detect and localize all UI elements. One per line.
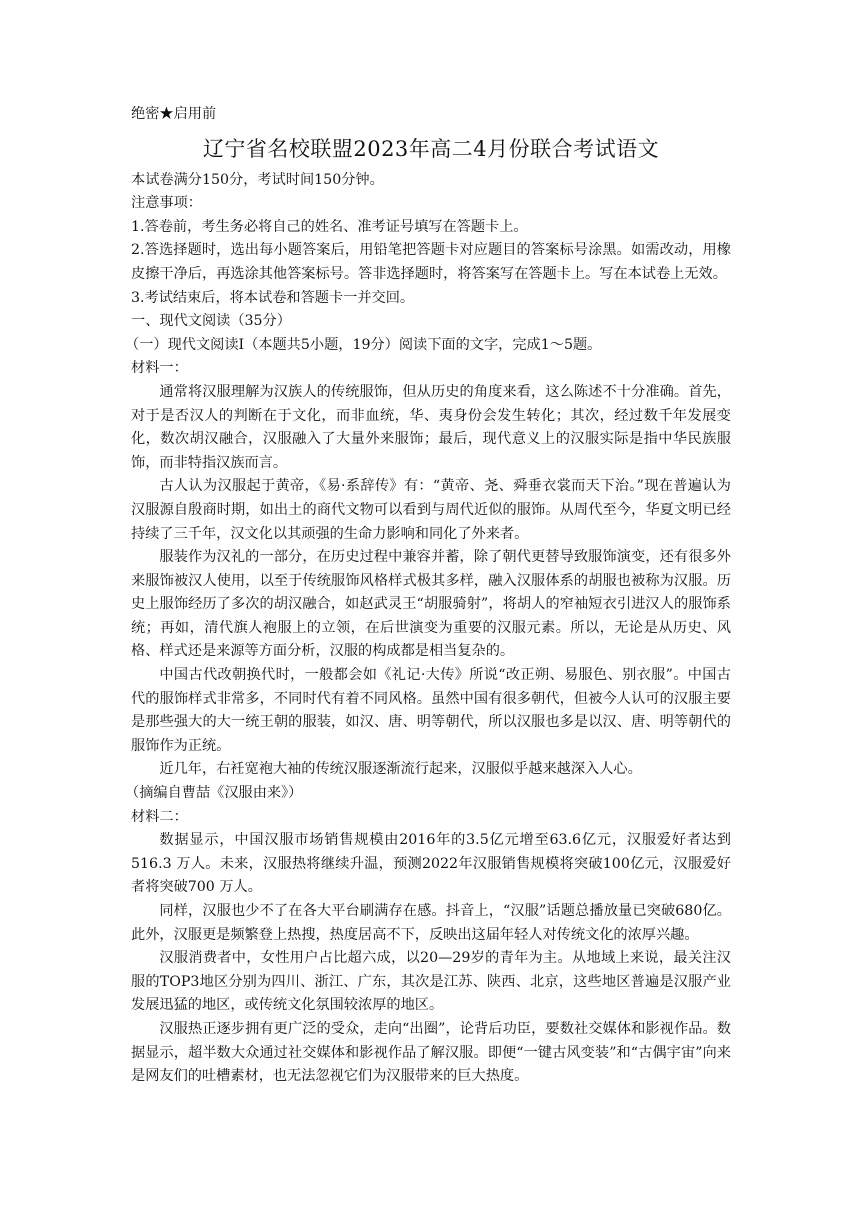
- notice-item: 1.答卷前，考生务必将自己的姓名、准考证号填写在答题卡上。: [131, 218, 528, 235]
- score-time-note: 本试卷满分150分，考试时间150分钟。: [131, 171, 384, 188]
- notice-item: 3.考试结束后，将本试卷和答题卡一并交回。: [131, 289, 415, 306]
- material-two-label: 材料二：: [131, 808, 188, 825]
- material-one-paragraph: 通常将汉服理解为汉族人的传统服饰，但从历史的角度来看，这么陈述不十分准确。首先，对于是否汉人的判断在于文化，而非血统，华、夷身份会发生转化；其次，经过数千年发展变化，数次胡汉融合，汉服融入了大量外来服饰；最后，现代意义上的汉服实际是指中华民族服饰，而非特指汉族而言。: [131, 383, 731, 471]
- page-content: [125, 103, 731, 1089]
- material-one-paragraph: 服装作为汉礼的一部分，在历史过程中兼容并蓄，除了朝代更替导致服饰演变，还有很多外来服饰被汉人使用，以至于传统服饰风格样式极其多样，融入汉服体系的胡服也被称为汉服。历史上服饰经历了多次的胡汉融合，如赵武灵王“胡服骑射”，将胡人的窄袖短衣引进汉人的服饰系统；再如，清代旗人袍服上的立领，在后世演变为重要的汉服元素。所以，无论是从历史、风格、样式还是来源等方面分析，汉服的构成都是相当复杂的。: [131, 549, 731, 660]
- material-one-source: （摘编自曹喆《汉服由来》）: [125, 785, 303, 802]
- material-two-paragraph: 同样，汉服也少不了在各大平台刷满存在感。抖音上，“汉服”话题总播放量已突破680亿。此外，汉服更是频繁登上热搜，热度居高不下，反映出这届年轻人对传统文化的浓厚兴趣。: [131, 903, 731, 943]
- page-title: 辽宁省名校联盟2023年高二4月份联合考试语文: [202, 136, 660, 161]
- material-one-paragraph: 近几年，右衽宽袍大袖的传统汉服逐渐流行起来，汉服似乎越来越深入人心。: [159, 761, 642, 778]
- material-one-label: 材料一：: [131, 360, 188, 377]
- material-two-paragraph: 汉服消费者中，女性用户占比超六成，以20—29岁的青年为主。从地域上来说，最关注汉服的TOP3地区分别为四川、浙江、广东，其次是江苏、陕西、北京，这些地区普遍是汉服产业发展迅猛的地区，或传统文化氛围较浓厚的地区。: [131, 950, 731, 1014]
- section-subheading: （一）现代文阅读Ⅰ（本题共5小题，19分）阅读下面的文字，完成1～5题。: [125, 336, 602, 353]
- material-one-paragraph: 中国古代改朝换代时，一般都会如《礼记·大传》所说“改正朔、易服色、别衣服”。中国古代的服饰样式非常多，不同时代有着不同风格。虽然中国有很多朝代，但被今人认可的汉服主要是那些强大的大一统王朝的服装，如汉、唐、明等朝代，所以汉服也多是以汉、唐、明等朝代的服饰作为正统。: [131, 667, 731, 754]
- material-two-paragraph: 汉服热正逐步拥有更广泛的受众，走向“出圈”，论背后功臣，要数社交媒体和影视作品。数据显示，超半数大众通过社交媒体和影视作品了解汉服。即便“一键古风变装”和“古偶宇宙”向来是网友们的吐槽素材，也无法忽视它们为汉服带来的巨大热度。: [131, 1020, 731, 1085]
- material-one-paragraph: 古人认为汉服起于黄帝，《易·系辞传》有：“黄帝、尧、舜垂衣裳而天下治。”现在普遍认为汉服源自殷商时期，如出土的商代文物可以看到与周代近似的服饰。从周代至今，华夏文明已经持续了三千年，汉文化以其顽强的生命力影响和同化了外来者。: [131, 478, 731, 542]
- secret-mark: 绝密★启用前: [131, 106, 217, 122]
- material-two-paragraph: 数据显示，中国汉服市场销售规模由2016年的3.5亿元增至63.6亿元，汉服爱好者达到516.3 万人。未来，汉服热将继续升温，预测2022年汉服销售规模将突破100亿元，汉服爱好者将突破700 万人。: [131, 832, 731, 896]
- section-heading: 一、现代文阅读（35分）: [131, 313, 291, 330]
- notice-label: 注意事项：: [131, 195, 202, 212]
- notice-item: 2.答选择题时，选出每小题答案后，用铅笔把答题卡对应题目的答案标号涂黑。如需改动，用橡皮擦干净后，再选涂其他答案标号。答非选择题时，将答案写在答题卡上。写在本试卷上无效。: [131, 242, 731, 282]
